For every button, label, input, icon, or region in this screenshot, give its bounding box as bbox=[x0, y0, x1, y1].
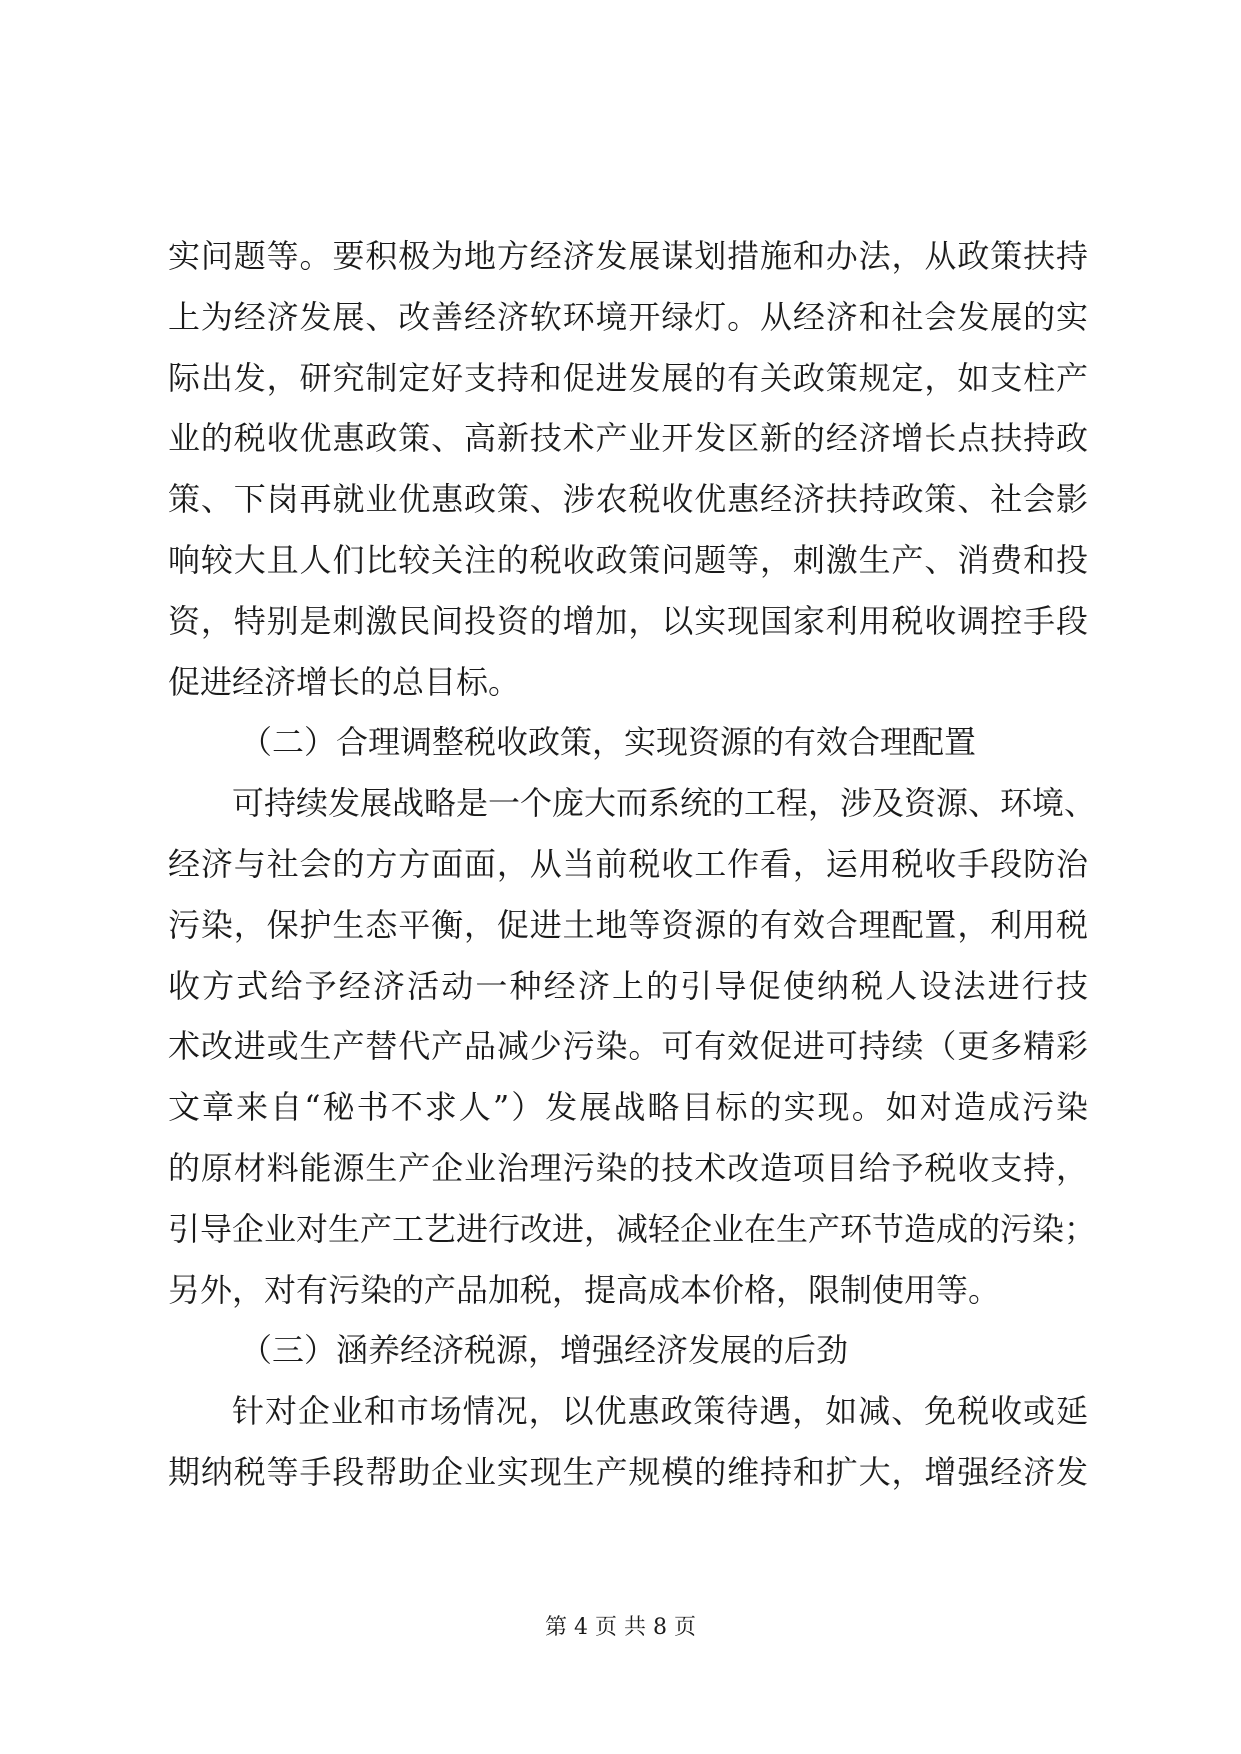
paragraph-line: 针对企业和市场情况，以优惠政策待遇，如减、免税收或延 bbox=[232, 1392, 1088, 1431]
paragraph-line: 的原材料能源生产企业治理污染的技术改造项目给予税收支持， bbox=[168, 1148, 1088, 1187]
paragraph-line: 术改进或生产替代产品减少污染。可有效促进可持续（更多精彩 bbox=[168, 1027, 1088, 1066]
paragraph-line: 资，特别是刺激民间投资的增加，以实现国家利用税收调控手段 bbox=[168, 601, 1088, 640]
body-text bbox=[168, 226, 1097, 1503]
section-heading-3: （三）涵养经济税源，增强经济发展的后劲 bbox=[240, 1331, 849, 1370]
paragraph-line: 污染，保护生态平衡，促进土地等资源的有效合理配置，利用税 bbox=[168, 905, 1088, 944]
paragraph-line: 上为经济发展、改善经济软环境开绿灯。从经济和社会发展的实 bbox=[168, 297, 1088, 336]
paragraph-line: 收方式给予经济活动一种经济上的引导促使纳税人设法进行技 bbox=[168, 966, 1088, 1005]
paragraph-line: 可持续发展战略是一个庞大而系统的工程，涉及资源、环境、 bbox=[232, 784, 1097, 823]
paragraph-line: 响较大且人们比较关注的税收政策问题等，刺激生产、消费和投 bbox=[168, 540, 1088, 579]
paragraph-line: 实问题等。要积极为地方经济发展谋划措施和办法，从政策扶持 bbox=[168, 237, 1088, 275]
paragraph-line: 经济与社会的方方面面，从当前税收工作看，运用税收手段防治 bbox=[168, 844, 1088, 883]
section-heading-2: （二）合理调整税收政策，实现资源的有效合理配置 bbox=[240, 723, 977, 762]
paragraph-line: 际出发，研究制定好支持和促进发展的有关政策规定，如支柱产 bbox=[168, 358, 1088, 397]
paragraph-line: 另外，对有污染的产品加税，提高成本价格，限制使用等。 bbox=[168, 1270, 1001, 1309]
paragraph-line: 文章来自“秘书不求人”）发展战略目标的实现。如对造成污染 bbox=[168, 1088, 1088, 1127]
paragraph-line: 策、下岗再就业优惠政策、涉农税收优惠经济扶持政策、社会影 bbox=[168, 480, 1088, 519]
page-footer bbox=[0, 1613, 1241, 1643]
paragraph-line: 引导企业对生产工艺进行改进，减轻企业在生产环节造成的污染； bbox=[168, 1209, 1097, 1248]
paragraph-line: 业的税收优惠政策、高新技术产业开发区新的经济增长点扶持政 bbox=[168, 419, 1088, 458]
page-number-label: 第 4 页 共 8 页 bbox=[545, 1615, 696, 1640]
paragraph-line: 期纳税等手段帮助企业实现生产规模的维持和扩大，增强经济发 bbox=[168, 1452, 1088, 1491]
paragraph-line: 促进经济增长的总目标。 bbox=[168, 662, 521, 701]
